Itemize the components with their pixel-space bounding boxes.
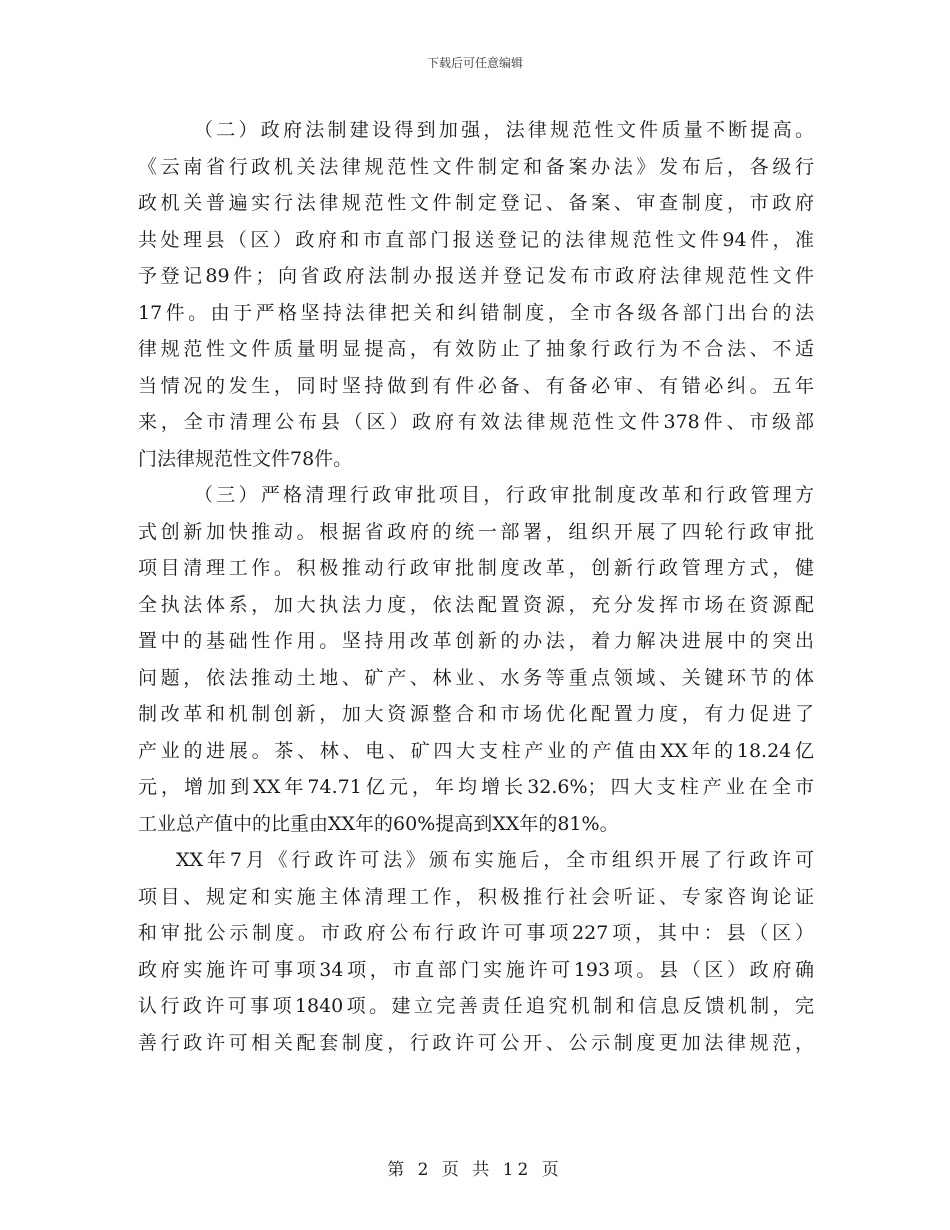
page-header: 下载后可任意编辑 (426, 56, 523, 70)
text-line: 和审批公示制度。市政府公布行政许可事项227项，其中：县（区） (138, 922, 814, 944)
text-line: 政机关普遍实行法律规范性文件制定登记、备案、审查制度，市政府 (138, 192, 814, 214)
text-line: （二）政府法制建设得到加强，法律规范性文件质量不断提高。 (194, 119, 814, 141)
paragraph (138, 112, 814, 477)
text-line: 问题，依法推动土地、矿产、林业、水务等重点领域、关键环节的体 (138, 666, 814, 689)
text-line: 予登记89件；向省政府法制办报送并登记发布市政府法律规范性文件 (138, 265, 814, 287)
text-line: XX年7月《行政许可法》颁布实施后，全市组织开展了行政许可 (176, 849, 814, 871)
text-line: 律规范性文件质量明显提高，有效防止了抽象行政行为不合法、不适 (138, 338, 814, 360)
text-line: 来，全市清理公布县（区）政府有效法律规范性文件378件、市级部 (138, 411, 814, 433)
page-number-footer: 第 2 页 共 12 页 (387, 1160, 563, 1180)
text-line: 当情况的发生，同时坚持做到有件必备、有备必审、有错必纠。五年 (138, 374, 814, 397)
text-line: 全执法体系，加大执法力度，依法配置资源，充分发挥市场在资源配 (138, 593, 814, 616)
text-line: 项目清理工作。积极推动行政审批制度改革，创新行政管理方式，健 (138, 557, 814, 579)
text-line: 元，增加到XX年74.71亿元，年均增长32.6%；四大支柱产业在全市 (138, 776, 814, 798)
text-line: 善行政许可相关配套制度，行政许可公开、公示制度更加法律规范， (138, 1031, 814, 1054)
text-line: 17件。由于严格坚持法律把关和纠错制度，全市各级各部门出台的法 (138, 301, 814, 324)
text-line: 政府实施许可事项34项，市直部门实施许可193项。县（区）政府确 (138, 958, 814, 981)
paragraph (138, 842, 814, 1061)
text-line: 《云南省行政机关法律规范性文件制定和备案办法》发布后，各级行 (138, 155, 814, 178)
text-line: 置中的基础性作用。坚持用改革创新的办法，着力解决进展中的突出 (138, 630, 814, 652)
text-line: 制改革和机制创新，加大资源整合和市场优化配置力度，有力促进了 (138, 703, 814, 725)
text-line: 共处理县（区）政府和市直部门报送登记的法律规范性文件94件，准 (138, 228, 814, 251)
paragraph (138, 477, 814, 842)
text-line: （三）严格清理行政审批项目，行政审批制度改革和行政管理方 (194, 484, 814, 506)
text-line: 产业的进展。茶、林、电、矿四大支柱产业的产值由XX年的18.24亿 (138, 739, 814, 762)
text-line: 认行政许可事项1840项。建立完善责任追究机制和信息反馈机制，完 (138, 995, 814, 1017)
text-line: 式创新加快推动。根据省政府的统一部署，组织开展了四轮行政审批 (138, 520, 814, 543)
text-line: 工业总产值中的比重由XX年的60%提高到XX年的81%。 (138, 812, 619, 835)
text-line: 项目、规定和实施主体清理工作，积极推行社会听证、专家咨询论证 (138, 885, 814, 908)
text-line: 门法律规范性文件78件。 (138, 447, 353, 470)
document-body (138, 112, 814, 1061)
